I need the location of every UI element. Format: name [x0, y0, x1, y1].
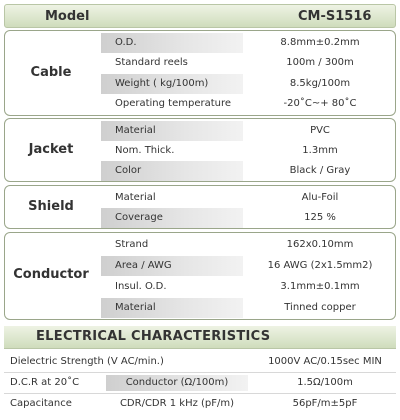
electrical-header [4, 326, 396, 349]
row-value: -20˚C~+ 80˚C [283, 98, 357, 109]
model-label: Model [45, 9, 90, 24]
cable-row-temperature [101, 94, 393, 114]
row-value: 100m / 300m [286, 57, 354, 68]
row-label: Material [101, 121, 243, 141]
jacket-row-material [101, 121, 393, 141]
conductor-group [4, 232, 396, 320]
shield-row-material [101, 188, 393, 208]
cable-group-title: Cable [30, 65, 72, 80]
conductor-group-title: Conductor [13, 267, 89, 282]
row-label: Operating temperature [115, 98, 232, 109]
row-value: 1.3mm [302, 145, 338, 156]
conductor-row-strand [101, 235, 393, 255]
electrical-label: D.C.R at 20˚C [10, 377, 80, 388]
conductor-row-awg [101, 256, 393, 276]
conductor-row-material [101, 298, 393, 318]
electrical-value: 56pF/m±5pF [292, 398, 358, 409]
shield-group [4, 185, 396, 229]
electrical-label: Dielectric Strength (V AC/min.) [10, 356, 164, 367]
jacket-group [4, 118, 396, 182]
jacket-row-thickness [101, 141, 393, 161]
row-label: Nom. Thick. [115, 145, 175, 156]
cable-row-weight [101, 74, 393, 94]
row-label: Insul. O.D. [115, 281, 167, 292]
electrical-title: ELECTRICAL CHARACTERISTICS [36, 329, 271, 344]
row-label: O.D. [101, 33, 243, 53]
cable-row-od [101, 33, 393, 53]
row-value: Tinned copper [284, 302, 356, 313]
electrical-sub-label: CDR/CDR 1 kHz (pF/m) [119, 398, 235, 409]
electrical-value: 1000V AC/0.15sec MIN [268, 356, 382, 367]
shield-row-coverage [101, 208, 393, 228]
row-label: Material [101, 298, 243, 318]
row-label: Color [101, 161, 243, 181]
cable-row-reels [101, 53, 393, 73]
row-value: 8.5kg/100m [289, 78, 351, 89]
row-value: 125 % [304, 212, 336, 223]
model-value: CM-S1516 [298, 9, 372, 24]
row-value: Black / Gray [289, 165, 351, 176]
row-value: 16 AWG (2x1.5mm2) [267, 260, 373, 271]
row-label: Coverage [101, 208, 243, 228]
conductor-row-insulation [101, 277, 393, 297]
row-value: 8.8mm±0.2mm [280, 37, 360, 48]
cable-group [4, 30, 396, 116]
row-value: 162x0.10mm [286, 239, 354, 250]
row-label: Strand [115, 239, 149, 250]
row-label: Material [115, 192, 156, 203]
electrical-row-dcr [4, 373, 396, 394]
row-label: Standard reels [115, 57, 188, 68]
shield-group-title: Shield [28, 199, 74, 214]
row-value: Alu-Foil [301, 192, 339, 203]
row-label: Weight ( kg/100m) [101, 74, 243, 94]
model-header [4, 4, 396, 28]
electrical-row-dielectric [4, 352, 396, 373]
row-value: 3.1mm±0.1mm [280, 281, 360, 292]
electrical-sub-label: Conductor (Ω/100m) [106, 375, 248, 391]
electrical-value: 1.5Ω/100m [297, 377, 353, 388]
row-value: PVC [310, 125, 330, 136]
jacket-group-title: Jacket [28, 142, 74, 157]
electrical-row-capacitance [4, 394, 396, 414]
jacket-row-color [101, 161, 393, 181]
electrical-label: Capacitance [10, 398, 72, 409]
row-label: Area / AWG [101, 256, 243, 276]
